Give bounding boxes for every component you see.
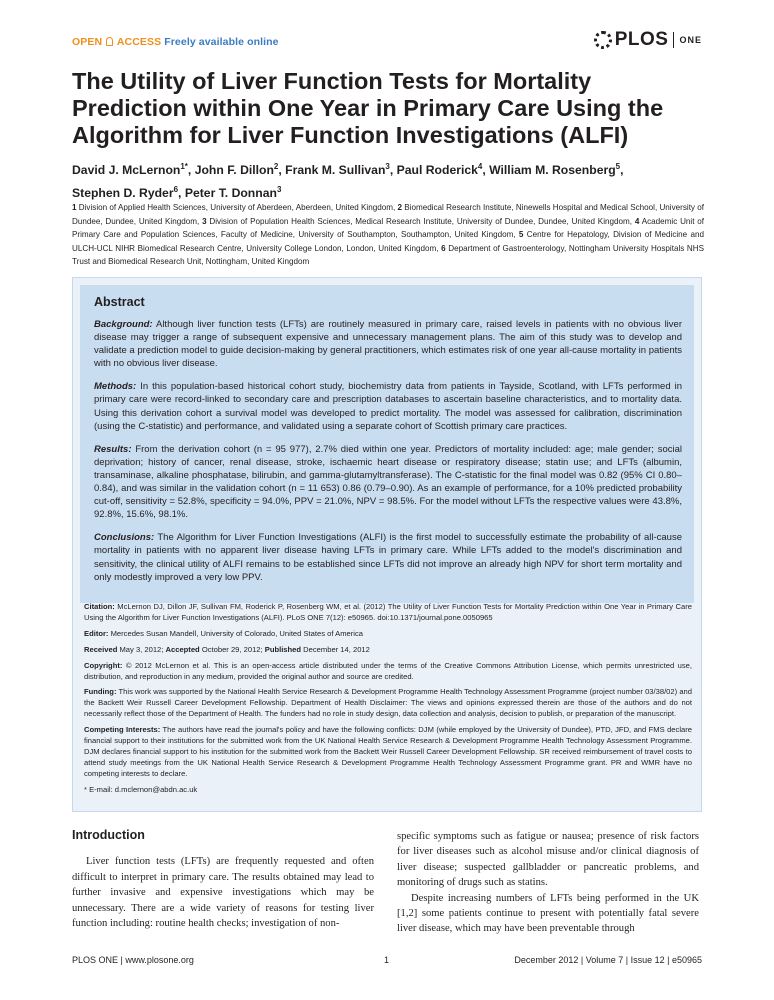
plos-one-logo <box>594 29 702 51</box>
intro-paragraph: Liver function tests (LFTs) are frequently requested and often difficult to interpret in primary care. The results obtained may lead to further invasive and expensive investigations which may be unnecessary. There are a wide variety of reasons for testing liver function including: routine health checks; investigation of non- <box>72 856 374 930</box>
affiliation: Division of Applied Health Sciences, University of Aberdeen, Aberdeen, United Kingdom, <box>78 203 396 212</box>
affiliation: Division of Population Health Sciences, Medical Research Institute, University of Dundee, Dundee, United Kingdom, <box>209 216 632 226</box>
author: John F. Dillon$^2$ <box>194 162 279 178</box>
page-number: 1 <box>384 955 390 965</box>
author-list: David J. McLernon$^{1*}$, John F. Dillon$^2$, Frank M. Sullivan$^3$, Paul Roderick$^4$, William M. Rosenberg$^5$, Stephen D. Ryder$^6$, Peter T. Donnan$^3$ <box>72 162 624 201</box>
access-text: ACCESS <box>116 36 162 48</box>
intro-paragraph-continued: specific symptoms such as fatigue or nausea; presence of risk factors for liver diseases such as alcohol misuse and/or clinical diagnosis of liver disease; suspected gallbladder or pancreatic problems, and monitoring of drugs such as statins. <box>397 831 699 889</box>
affiliation: Academic Unit of Primary Care and Population Sciences, Faculty of Medicine, University of Southampton, Southampton, United Kingdom, <box>72 216 705 239</box>
author: David J. McLernon$^{1*}$ <box>72 162 188 178</box>
abstract-panel <box>80 285 694 603</box>
logo-plos-text: PLOS <box>614 29 669 50</box>
abstract-methods: Methods: In this population-based historical cohort study, biochemistry data from patients in Tayside, Scotland, with LFTs performed in primary care were record-linked to secondary care and prescription databases to ascertain baseline characteristics, and to mortality data. Using this derivation cohort a survival model was developed to predict mortality. The model was assessed for calibration, discrimination (using the C-statistic) and performance, and validated using a separate cohort of Scottish primary care practices. <box>94 381 682 432</box>
funding: Funding: This work was supported by the National Health Service Research & Development Programme Health Technology Assessment Programme (project number 03/38/02) and the Backett Weir Russell Career Development Fellowship. Department of Health Disclaimer: The views and opinions expressed therein are those of the authors and do not necessarily reflect those of the Department of Health. The funders had no role in study design, data collection and analysis, decision to publish, or preparation of the manuscript. <box>84 687 692 719</box>
open-access-label <box>72 36 279 48</box>
competing-interests: Competing Interests: The authors have read the journal's policy and have the following conflicts: DJM (while employed by the University of Dundee), PTD, JFD, and FMS declare financial support to their institutions for the submitted work from the UK National Health Service Research & Development Programme Health Technology Assessment Programme. DJM declares financial support to his institution for the submitted work from the Backett Weir Russell Career Development Fellowship. SR received reimbursement of travel costs to attend study meetings from the UK National Health Service Research & Development Programme Health Technology Assessment Programme grant. PR and WMR have no competing interests to declare. <box>84 725 692 778</box>
affiliation: Biomedical Research Institute, Ninewells Hospital and Medical School, University of Dundee, Dundee, United Kingdom, <box>72 203 704 226</box>
journal-header <box>72 29 702 55</box>
open-lock-icon <box>106 37 113 46</box>
intro-paragraph: Despite increasing numbers of LFTs being performed in the UK [1,2] some patients continue to present with potentially fatal severe liver disease, which may have been preventable through <box>397 892 699 935</box>
author: Paul Roderick$^4$ <box>396 162 483 178</box>
page-footer <box>72 955 702 969</box>
citation: Citation: McLernon DJ, Dillon JF, Sullivan FM, Roderick P, Rosenberg WM, et al. (2012) The Utility of Liver Function Tests for Mortality Prediction within One Year in Primary Care Using the Algorithm for Liver Function Investigations (ALFI). PLoS ONE 7(12): e50965. doi:10.1371/journal.pone.0050965 <box>84 602 692 622</box>
corresponding-email: * E-mail: d.mclernon@abdn.ac.uk <box>84 784 198 794</box>
author: Frank M. Sullivan$^3$ <box>285 162 390 178</box>
introduction-heading: Introduction <box>72 828 145 842</box>
abstract-heading: Abstract <box>94 295 145 309</box>
abstract-conclusions: Conclusions: The Algorithm for Liver Function Investigations (ALFI) is the first model to successfully estimate the probability of all-cause mortality in patients with no apparent liver disease having LFTs in primary care. While LFTs added to the model's discrimination and sensitivity, the clinical utility of ALFI remains to be established since LFTs did not improve an already high NPV for short term mortality and only modestly improved a very low PPV. <box>94 532 682 583</box>
dates: Received May 3, 2012; Accepted October 29, 2012; Published December 14, 2012 <box>84 644 370 654</box>
body-column-left <box>72 828 374 931</box>
article-metadata <box>84 602 692 801</box>
affiliation: Department of Gastroenterology, Nottingham University Hospitals NHS Trust and Biomedical Research Unit, Nottingham, United Kingdom <box>72 243 705 266</box>
abstract-background: Background: Although liver function tests (LFTs) are routinely measured in primary care, raised levels in patients with no obvious liver disease may trigger a range of subsequent expensive and unnecessary management plans. The aim of this study was to develop and validate a prediction model to guide decision-making by general practitioners, which estimates risk of one year all-cause mortality in patients with no obvious liver disease. <box>94 319 682 370</box>
footer-journal: PLOS ONE | www.plosone.org <box>72 955 194 965</box>
abstract-results: Results: From the derivation cohort (n = 95 977), 2.7% died within one year. Predictors of mortality included: age; male gender; social deprivation; history of cancer, renal disease, stroke, ischaemic heart disease or respiratory disease; statin use; and LFTs (albumin, transaminase, alkaline phosphatase, bilirubin, and gamma-glutamyltransferase). The C-statistic for the final model was 0.82 (95% CI 0.80–0.84), and was similar in the validation cohort (n = 11 653) 0.86 (0.79–0.90). As an example of performance, for a 10% predicted probability cut-off, sensitivity = 52.8%, specificity = 94.0%, PPV = 21.0%, NPV = 98.5%. For the model without LFTs the respective values were 43.8%, 92.8%, 15.6%, 98.1%. <box>94 443 683 521</box>
article-title: The Utility of Liver Function Tests for Mortality Prediction within One Year in Primary Care Using the Algorithm for Liver Function Investigations (ALFI) <box>72 68 664 148</box>
freely-available-text: Freely available online <box>164 36 279 48</box>
author: William M. Rosenberg$^5$ <box>489 162 621 178</box>
logo-divider <box>673 32 674 48</box>
author: Peter T. Donnan$^3$ <box>184 185 282 201</box>
open-text: OPEN <box>72 36 103 48</box>
affiliations: 1 Division of Applied Health Sciences, University of Aberdeen, Aberdeen, United Kingdom, 2 Biomedical Research Institute, Ninewells Hospital and Medical School, University of Dundee, Dundee, United Kingdom, 3 Division of Population Health Sciences, Medical Research Institute, University of Dundee, Dundee, United Kingdom, 4 Academic Unit of Primary Care and Population Sciences, Faculty of Medicine, University of Southampton, Southampton, United Kingdom, 5 Centre for Hepatology, Division of Medicine and ULCH-UCL NIHR Biomedical Research Centre, University College London, London, United Kingdom, 6 Department of Gastroenterology, Nottingham University Hospitals NHS Trust and Biomedical Research Unit, Nottingham, United Kingdom <box>72 203 705 266</box>
body-column-right <box>397 829 699 937</box>
editor: Editor: Mercedes Susan Mandell, University of Colorado, United States of America <box>84 628 363 638</box>
footer-issue: December 2012 | Volume 7 | Issue 12 | e50965 <box>514 955 702 965</box>
plos-gear-icon <box>594 31 612 49</box>
copyright: Copyright: © 2012 McLernon et al. This is an open-access article distributed under the terms of the Creative Commons Attribution License, which permits unrestricted use, distribution, and reproduction in any medium, provided the original author and source are credited. <box>84 660 692 681</box>
author: Stephen D. Ryder$^6$ <box>72 185 179 201</box>
logo-one-text: ONE <box>679 35 702 45</box>
affiliation: Centre for Hepatology, Division of Medicine and ULCH-UCL NIHR Biomedical Research Centre, University College London, London, United Kingdom, <box>72 230 705 253</box>
